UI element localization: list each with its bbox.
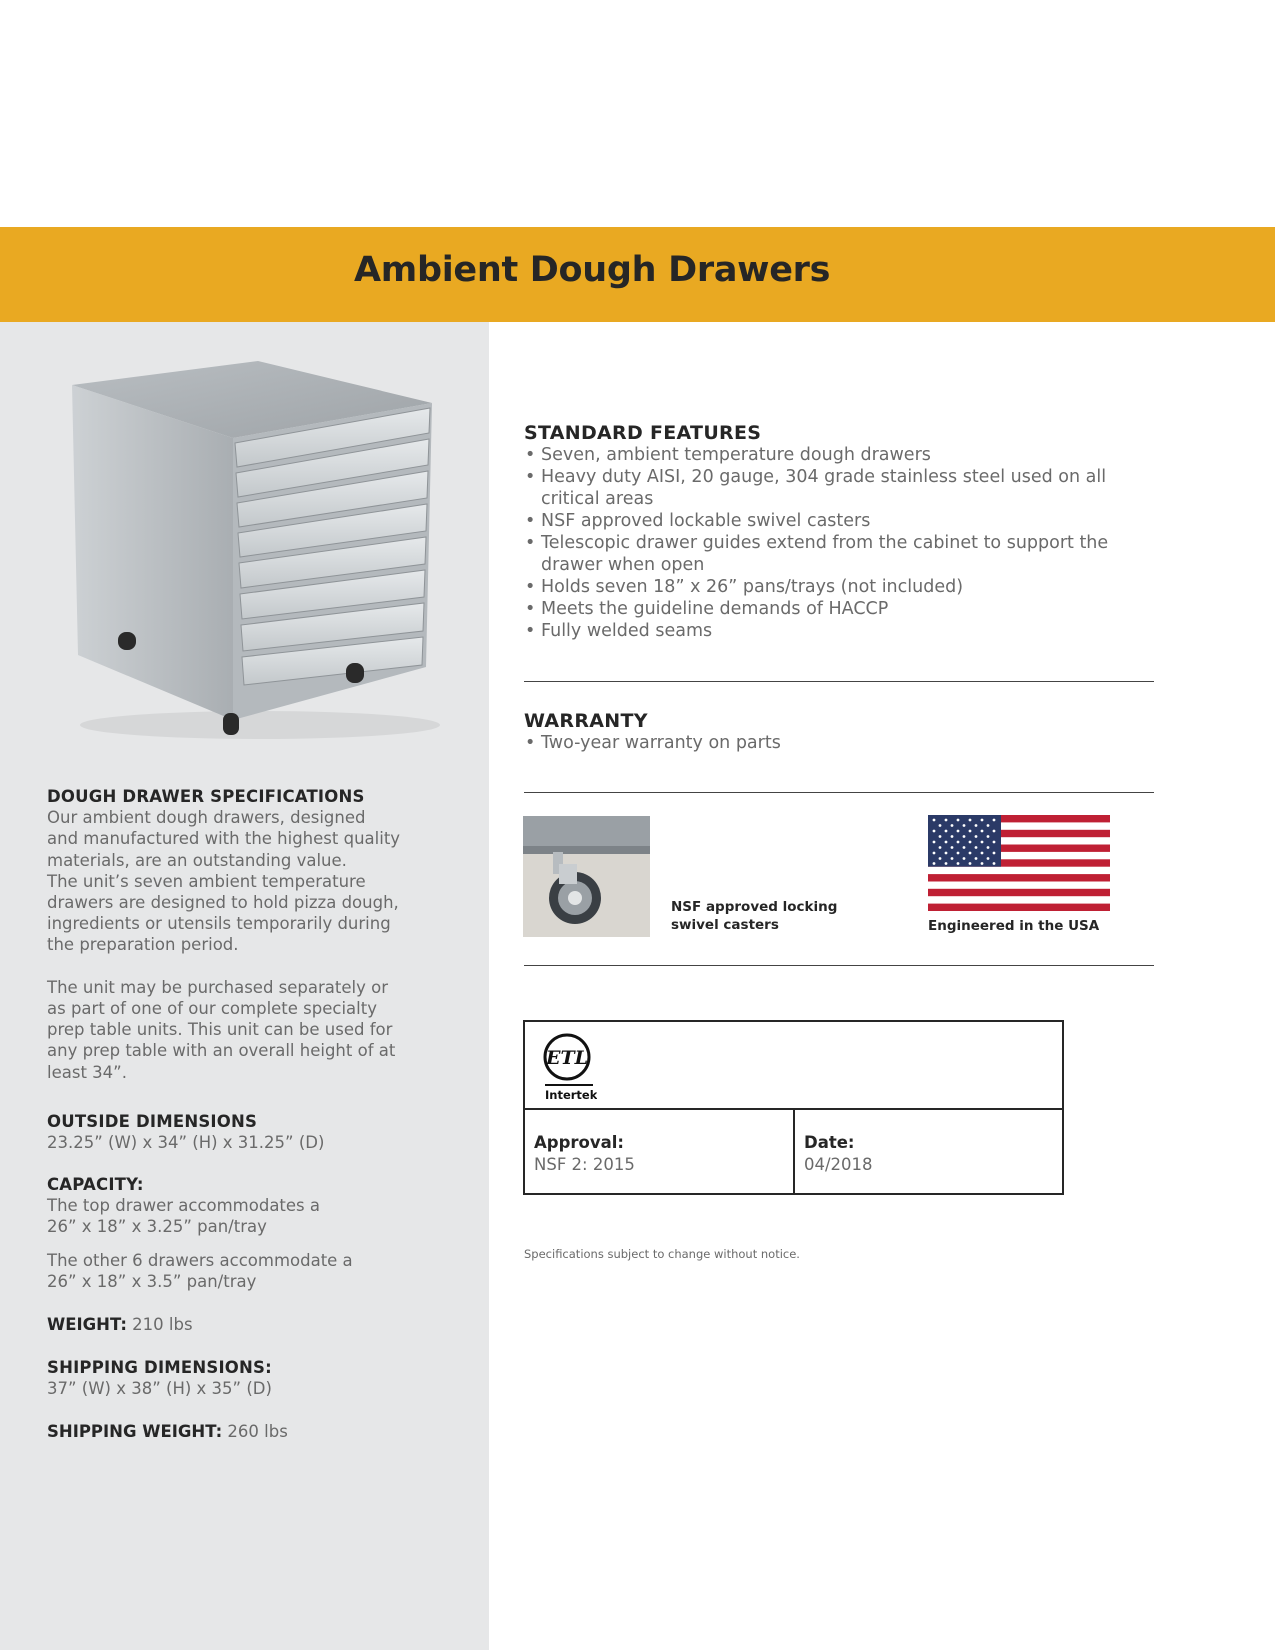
feature-item: • Heavy duty AISI, 20 gauge, 304 grade stainless steel used on all critical areas [525, 467, 1107, 509]
dough-drawer-cabinet-image [60, 355, 450, 755]
weight-value: 210 lbs [132, 1315, 193, 1334]
specs-description [47, 786, 447, 1083]
caster-caption-line: NSF approved locking [671, 899, 838, 915]
certification-logo-cell [525, 1022, 1062, 1110]
approval-cell [525, 1110, 795, 1193]
capacity-other-line: 26” x 18” x 3.5” pan/tray [47, 1271, 257, 1291]
specs-heading: DOUGH DRAWER SPECIFICATIONS [47, 787, 365, 806]
shipping-weight-label: SHIPPING WEIGHT: [47, 1422, 223, 1441]
outside-dimensions-label: OUTSIDE DIMENSIONS [47, 1112, 258, 1131]
swivel-caster-image [523, 816, 650, 937]
feature-item: • Telescopic drawer guides extend from the cabinet to support the drawer when open [525, 533, 1109, 575]
standard-features-heading: STANDARD FEATURES [524, 422, 762, 444]
shipping-dimensions-label: SHIPPING DIMENSIONS: [47, 1358, 272, 1377]
date-label: Date: [804, 1133, 855, 1152]
specs-line: Our ambient dough drawers, designed [47, 808, 366, 828]
caster-caption [671, 898, 871, 934]
disclaimer: Specifications subject to change without notice. [524, 1247, 800, 1261]
feature-item: • Seven, ambient temperature dough drawers [525, 445, 931, 465]
specs-line: drawers are designed to hold pizza dough, [47, 893, 399, 913]
shipping-dimensions [47, 1357, 447, 1399]
specs-line: ingredients or utensils temporarily during [47, 914, 391, 934]
outside-dimensions [47, 1111, 447, 1153]
date-value: 04/2018 [804, 1155, 873, 1174]
caster-caption-line: swivel casters [671, 917, 779, 933]
divider [524, 681, 1154, 682]
warranty [524, 710, 1164, 754]
warranty-item: • Two-year warranty on parts [525, 733, 781, 753]
flag-caption: Engineered in the USA [928, 918, 1100, 934]
specs-line: materials, are an outstanding value. [47, 850, 347, 870]
warranty-list [524, 732, 1164, 754]
divider [524, 792, 1154, 793]
specs-line: The unit may be purchased separately or [47, 977, 388, 997]
weight [47, 1314, 447, 1335]
shipping-weight-value: 260 lbs [227, 1422, 288, 1441]
weight-label: WEIGHT: [47, 1315, 127, 1334]
capacity-top-line: The top drawer accommodates a [47, 1196, 321, 1216]
specs-line: The unit’s seven ambient temperature [47, 871, 366, 891]
specs-line: least 34”. [47, 1062, 127, 1082]
feature-item: • NSF approved lockable swivel casters [525, 511, 871, 531]
shipping-weight [47, 1421, 447, 1442]
page-title: Ambient Dough Drawers [354, 250, 831, 290]
standard-features-list [524, 444, 1164, 642]
specs-line: the preparation period. [47, 935, 239, 955]
date-cell [795, 1110, 1062, 1193]
feature-item: • Holds seven 18” x 26” pans/trays (not included) [525, 577, 964, 597]
capacity-top-line: 26” x 18” x 3.25” pan/tray [47, 1217, 267, 1237]
svg-text:ETL: ETL [546, 1047, 588, 1069]
capacity-other-line: The other 6 drawers accommodate a [47, 1250, 353, 1270]
feature-item: • Meets the guideline demands of HACCP [525, 599, 889, 619]
divider [524, 965, 1154, 966]
specs-line: prep table units. This unit can be used for [47, 1020, 393, 1040]
certification-box [523, 1020, 1064, 1195]
specs-line: and manufactured with the highest quality [47, 829, 401, 849]
logo-text: Intertek [545, 1088, 597, 1101]
specs-line: as part of one of our complete specialty [47, 999, 377, 1019]
shipping-dimensions-value: 37” (W) x 38” (H) x 35” (D) [47, 1379, 272, 1399]
specs-line: any prep table with an overall height of at [47, 1041, 396, 1061]
approval-value: NSF 2: 2015 [534, 1155, 635, 1174]
standard-features [524, 422, 1164, 642]
capacity [47, 1174, 447, 1292]
etl-intertek-logo [543, 1033, 597, 1101]
approval-label: Approval: [534, 1133, 625, 1152]
feature-item: • Fully welded seams [525, 621, 713, 641]
outside-dimensions-value: 23.25” (W) x 34” (H) x 31.25” (D) [47, 1133, 325, 1153]
us-flag-icon [928, 815, 1110, 911]
capacity-label: CAPACITY: [47, 1175, 144, 1194]
warranty-heading: WARRANTY [524, 710, 648, 732]
